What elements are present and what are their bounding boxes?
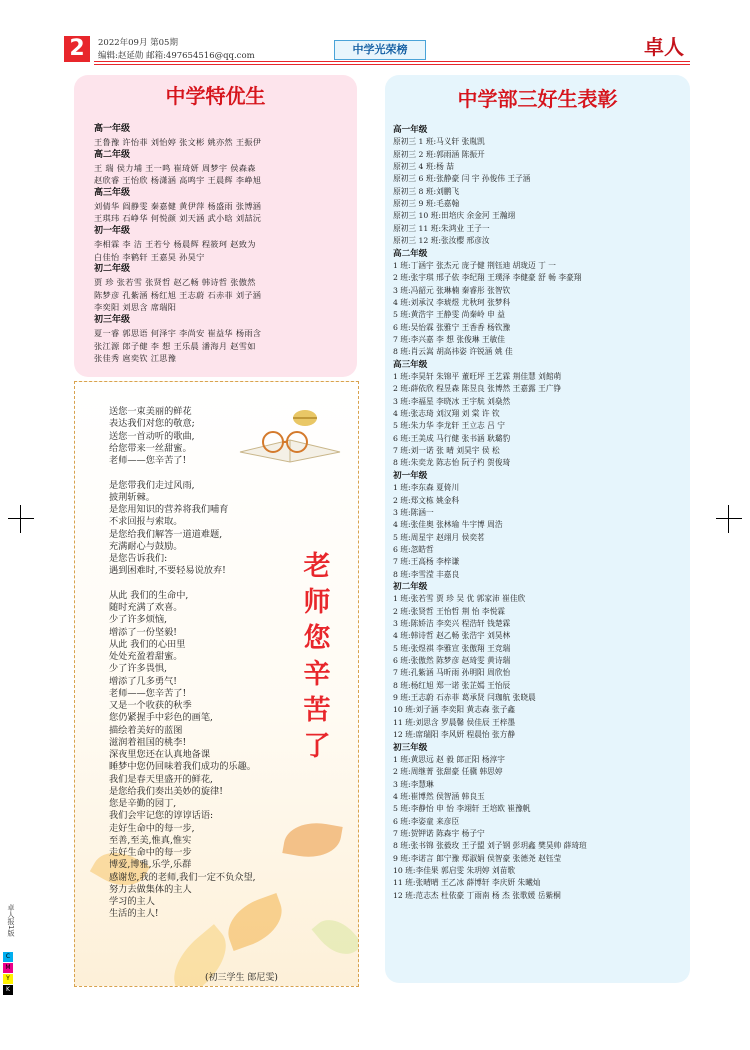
poem-line: 生活的主人! xyxy=(109,908,159,920)
class-line: 4 班:张志琦 刘汉翔 刘 棠 许 钦 xyxy=(393,409,500,419)
page-header xyxy=(64,34,690,64)
color-chip: M xyxy=(3,963,13,973)
class-line: 1 班:丁涵宇 张杰元 庞子健 荆钰迪 胡珑迈 丁 一 xyxy=(393,260,556,270)
class-line: 4 班:韩诗哲 赵乙畅 张浩宇 刘昊林 xyxy=(393,631,511,641)
poem-line: 从此 我们的生命中, xyxy=(109,589,189,601)
class-line: 3 班:陈娇洁 李奕兴 程浩轩 钱楚霖 xyxy=(393,619,511,629)
class-line: 3 班:冯韶元 张琳楠 秦睿彤 张智钦 xyxy=(393,285,511,295)
grade-heading: 高二年级 xyxy=(393,248,428,259)
class-line: 8 班:李雪滢 丰嘉良 xyxy=(393,569,460,579)
name-line: 陈梦彦 孔紫涵 杨红旭 王志蔚 石赤菲 刘子涵 xyxy=(94,289,262,300)
vertical-title-char: 老 xyxy=(303,551,331,582)
poem-line: 是您给我们奏出美妙的旋律! xyxy=(109,785,223,797)
poem-line: 我们会牢记您的谆谆话语: xyxy=(109,810,214,822)
poem-line xyxy=(109,578,329,590)
vertical-title-char: 苦 xyxy=(303,695,331,726)
name-line: 王 瑞 侯力埔 王一鸣 崔琦妍 周梦宇 侯森森 xyxy=(94,162,256,173)
class-line: 11 班:刘思含 罗晨馨 侯佳辰 王梓墨 xyxy=(393,717,516,727)
poem-line: 又是一个收获的秋季 xyxy=(109,700,192,711)
poem-panel xyxy=(74,381,359,987)
grade-heading: 高三年级 xyxy=(393,359,428,370)
class-line: 1 班:李昊轩 朱锦平 董旺坪 王艺霖 荆佳慧 刘館萌 xyxy=(393,372,562,382)
class-line: 原初三 10 班:田培庆 余金河 王瀚翊 xyxy=(393,211,516,221)
grade-heading: 高一年级 xyxy=(94,124,131,134)
section-title: 中学光荣榜 xyxy=(334,40,426,60)
vertical-title-char: 辛 xyxy=(303,659,331,690)
class-line: 6 班:张傲然 陈梦彦 赵琦雯 黄诗瑞 xyxy=(393,656,511,666)
poem-line: 老师——您辛苦了! xyxy=(109,687,187,699)
registration-mark xyxy=(20,505,21,533)
class-line: 原初三 4 班:杨 喆 xyxy=(393,162,454,172)
class-line: 2 班:薛依欣 程昱森 陈昱良 张博然 王嘉露 王广铮 xyxy=(393,384,562,394)
name-line: 夏一睿 郭思语 何泽宇 李尚安 崔益华 杨雨含 xyxy=(94,327,262,338)
poem-text xyxy=(109,406,329,921)
class-line: 5 班:周星宇 赵翊月 侯奕茗 xyxy=(393,532,485,542)
poem-line: 滋润着祖国的桃李! xyxy=(109,736,187,748)
poem-line: 是您用知识的营养将我们哺育 xyxy=(109,504,229,515)
grade-heading: 初二年级 xyxy=(94,264,131,275)
class-line: 原初三 11 班:朱鸿业 王子一 xyxy=(393,223,490,233)
class-line: 原初三 2 班:郭雨涵 陈振开 xyxy=(393,149,485,159)
poem-line: 从此 我们的心田里 xyxy=(109,638,186,650)
class-line: 6 班:李姿童 来彦臣 xyxy=(393,816,460,826)
class-line: 7 班:王高杨 李梓谦 xyxy=(393,557,460,567)
poem-line: 至善,至美,惟真,惟实 xyxy=(109,834,192,846)
honors-panel xyxy=(74,75,357,377)
header-divider xyxy=(94,61,690,62)
poem-line: 走好生命中的每一步 xyxy=(109,847,192,858)
class-line: 5 班:朱力华 李龙轩 王立志 吕 宁 xyxy=(393,421,505,431)
poem-line: 您仍紧握手中彩色的画笔, xyxy=(109,712,213,724)
class-line: 2 班:张宇琪 邢子依 李纪翔 王璞泽 李健豪 舒 畅 李豪翔 xyxy=(393,273,582,283)
name-line: 李相霖 李 洁 王若兮 杨晨辉 程筱珂 赵致为 xyxy=(94,238,256,249)
sanhao-panel xyxy=(385,75,690,983)
poem-line: 处处充盈着甜蜜。 xyxy=(109,651,183,662)
poem-line xyxy=(109,467,329,479)
class-line: 3 班:李慧琳 xyxy=(393,779,434,789)
issue-date: 2022年09月 第05期 xyxy=(98,38,178,48)
class-line: 7 班:刘一诺 张 晴 刘昊宇 侯 松 xyxy=(393,446,500,456)
class-line: 8 班:杨红旭 郑一诺 张芷嫣 王怡辰 xyxy=(393,680,511,690)
poem-line: 少了许多畏惧, xyxy=(109,663,168,675)
class-line: 7 班:孔紫涵 马昕雨 孙明阳 周欣怡 xyxy=(393,668,511,678)
class-line: 6 班:忽皓哲 xyxy=(393,544,434,554)
vertical-title-char: 师 xyxy=(303,587,331,618)
class-line: 12 班:范志杰 杜依豪 丁雨南 杨 杰 张歌媛 岳紫桐 xyxy=(393,890,561,900)
poem-line: 您是辛勤的园丁, xyxy=(109,798,177,809)
class-line: 原初三 9 班:毛嘉翰 xyxy=(393,199,460,209)
editor-info: 编辑:赵延勋 邮箱:497654516@qq.com xyxy=(98,51,255,61)
class-line: 10 班:李佳果 郭启雯 朱玥婷 刘苗歌 xyxy=(393,866,516,875)
name-line: 张江源 郎子健 李 想 王乐晨 潘海月 赵雪如 xyxy=(94,340,256,351)
class-line: 5 班:张煜祺 李雅宣 张傲翔 王竞瑞 xyxy=(393,643,511,653)
poem-line: 增添了一份坚毅! xyxy=(109,626,178,638)
class-line: 1 班:李东森 夏倚川 xyxy=(393,483,460,493)
class-line: 8 班:肖云嵩 胡高祎姿 许锐涵 姚 佳 xyxy=(393,347,513,357)
class-line: 3 班:陈涵一 xyxy=(393,507,434,517)
class-line: 原初三 1 班:马义轩 张胤凯 xyxy=(393,137,485,147)
poem-line: 表达我们对您的敬意; xyxy=(109,418,195,430)
page-tab-label: 卓人报1版 xyxy=(7,903,15,937)
name-line: 张佳秀 扈奕钦 江思豫 xyxy=(94,353,177,364)
poem-line: 描绘着美好的蓝图 xyxy=(109,724,183,736)
class-line: 4 班:刘承汉 李琥煜 尤秋珂 张梦科 xyxy=(393,297,511,307)
header-divider-2 xyxy=(94,64,690,65)
grade-heading: 初三年级 xyxy=(393,742,428,753)
grade-heading: 高一年级 xyxy=(393,125,428,135)
class-line: 原初三 6 班:张静豪 闫 宇 孙俊伟 王子涵 xyxy=(393,174,531,184)
poem-vertical-title xyxy=(297,549,337,765)
name-line: 贾 珍 张若雪 张贤哲 赵乙畅 韩诗哲 张傲然 xyxy=(94,277,256,288)
name-line: 李奕阳 刘思含 席瑞阳 xyxy=(94,302,177,313)
grade-heading: 初二年级 xyxy=(393,581,428,592)
class-line: 4 班:张佳奥 张林瑜 牛宇博 周浩 xyxy=(393,520,503,530)
class-line: 6 班:王美成 马行健 张书涵 耿璐豹 xyxy=(393,433,511,443)
name-line: 王琪玮 石峥华 何悦颜 刘天涵 武小晗 刘喆沅 xyxy=(94,213,262,224)
color-bar xyxy=(3,952,13,996)
class-line: 6 班:吴怡霖 张雅宁 王香香 杨钦豫 xyxy=(393,322,511,332)
poem-line: 增添了几多勇气! xyxy=(109,675,178,687)
honors-title: 中学特优生 xyxy=(165,84,266,108)
grade-heading: 高三年级 xyxy=(94,187,131,198)
poem-line: 感谢您,我的老师,我们一定不负众望, xyxy=(109,871,256,883)
class-line: 4 班:崔博然 侯智涵 韩良玉 xyxy=(393,791,485,801)
class-line: 5 班:李静怡 申 怡 李翊轩 王培欧 崔豫帆 xyxy=(393,804,531,814)
class-line: 12 班:席瑞阳 李风妍 程晨怡 张方静 xyxy=(393,730,516,740)
name-line: 赵欣睿 王怡欣 杨潇涵 高鸣宇 王晨辉 李峥旭 xyxy=(94,175,262,186)
grade-heading: 初三年级 xyxy=(94,314,131,325)
poem-line: 睡梦中您仍回味着我们成功的乐趣。 xyxy=(109,761,256,773)
class-line: 9 班:李诺言 郎宁豫 郑淑娟 侯智豪 张德尧 赵钰莹 xyxy=(393,853,562,863)
class-line: 8 班:朱奕龙 陈志怡 阮子杓 贺俊琦 xyxy=(393,458,511,468)
poem-line: 老师——您辛苦了! xyxy=(109,455,187,466)
sanhao-title: 中学部三好生表彰 xyxy=(457,87,618,111)
class-line: 5 班:黄浩宇 王静雯 尚秦岭 申 益 xyxy=(393,310,505,320)
class-line: 7 班:李兴嘉 李 想 张俊琳 王敏佳 xyxy=(393,334,505,344)
honors-list xyxy=(94,123,354,365)
grade-heading: 初一年级 xyxy=(94,225,131,236)
vertical-title-char: 了 xyxy=(303,731,331,762)
class-line: 8 班:张书锦 张毅玫 王子盟 刘子钢 彭玥鑫 樊昊帅 薛琦瑄 xyxy=(393,841,587,851)
name-line: 刘倩华 阎静雯 秦嘉健 黄伊萍 杨盛雨 张博涵 xyxy=(94,200,262,211)
name-line: 王鲁豫 许怡菲 刘怡婷 张文彬 姚亦然 王振伊 xyxy=(94,137,262,147)
class-line: 3 班:李福星 李晓冰 王宇航 刘燊然 xyxy=(393,396,511,406)
color-chip: Y xyxy=(3,974,13,984)
grade-heading: 初一年级 xyxy=(393,470,428,481)
poem-line: 是您告诉我们: xyxy=(109,553,168,564)
color-chip: K xyxy=(3,985,13,995)
class-line: 原初三 12 班:张汝樱 邢彦汝 xyxy=(393,236,490,246)
poem-credit: (初三学生 郎尼雯) xyxy=(205,973,278,983)
poem-line: 走好生命中的每一步, xyxy=(109,822,195,834)
poem-line: 充满耐心与鼓励。 xyxy=(109,540,183,552)
class-line: 2 班:郑文栋 姚金科 xyxy=(393,495,460,505)
class-line: 原初三 8 班:刘鹏飞 xyxy=(393,186,460,196)
poem-line: 努力去做集体的主人 xyxy=(109,883,192,895)
poem-line: 是您给我们解答一道道难题, xyxy=(109,528,223,540)
name-line: 白佳怡 李鹤轩 王嘉昊 孙昊宁 xyxy=(94,251,205,262)
poem-line: 深夜里您还在认真地备课 xyxy=(109,749,211,760)
vertical-title-char: 您 xyxy=(303,623,331,654)
grade-heading: 高二年级 xyxy=(94,149,131,160)
poem-line: 是您带我们走过风雨, xyxy=(109,479,195,491)
color-chip: C xyxy=(3,952,13,962)
registration-mark xyxy=(728,505,729,533)
poem-line: 博爱,博雅,乐学,乐群 xyxy=(109,859,192,871)
class-line: 10 班:刘子涵 李奕阳 黄志森 张子鑫 xyxy=(393,705,516,715)
poem-line: 遇到困难时,不要轻易说放弃! xyxy=(109,565,226,577)
poem-line: 给您带来一丝甜蜜。 xyxy=(109,442,192,454)
class-line: 2 班:张贤哲 王怡哲 荆 怡 李悦霖 xyxy=(393,606,505,616)
poem-line: 不求回报与索取。 xyxy=(109,516,183,528)
poem-line: 学习的主人 xyxy=(109,896,155,907)
poem-line: 送您一首动听的歌曲, xyxy=(109,430,195,442)
class-line: 2 班:周继菁 张甜豪 任骥 韩思婷 xyxy=(393,767,503,777)
newspaper-logo: 卓人 xyxy=(644,35,684,59)
class-line: 9 班:王志蔚 石赤菲 葛承贤 闫珈航 张晓晨 xyxy=(393,693,536,703)
poem-line: 送您一束美丽的鲜花 xyxy=(109,406,192,417)
poem-line: 随时充满了欢喜。 xyxy=(109,602,183,613)
class-line: 1 班:张若雪 贾 珍 吴 优 郭家沛 崔佳欣 xyxy=(393,594,526,604)
poem-line: 我们是春天里盛开的鲜花, xyxy=(109,773,213,785)
registration-mark xyxy=(716,518,742,519)
registration-mark xyxy=(8,518,34,519)
class-line: 11 班:张晴晴 王乙冰 薛博轩 李庆妍 朱曦灿 xyxy=(393,878,541,888)
poem-line: 披荆斩棘。 xyxy=(109,491,155,503)
poem-line: 少了许多烦恼, xyxy=(109,614,168,626)
sanhao-list xyxy=(393,124,688,902)
class-line: 1 班:黄思远 赵 毅 郎正阳 杨淳宇 xyxy=(393,754,505,764)
page-number: 2 xyxy=(64,36,90,62)
class-line: 7 班:贺钾诺 陈森宇 杨子宁 xyxy=(393,828,485,838)
